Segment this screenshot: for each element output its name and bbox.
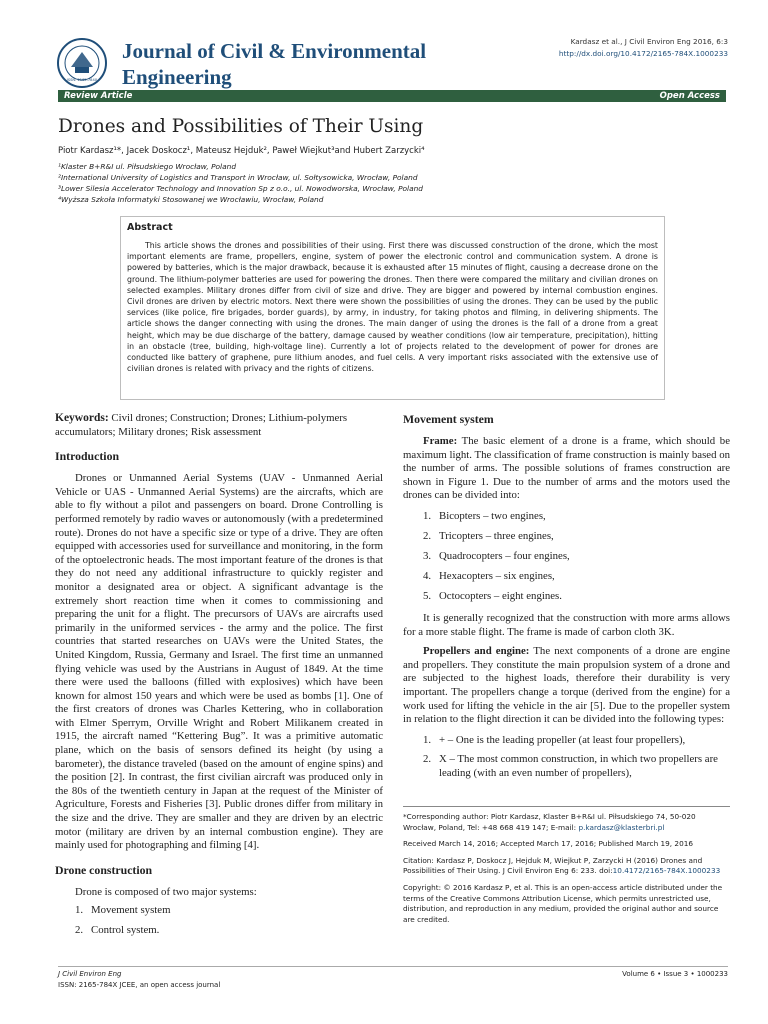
- footer-left: [58, 969, 220, 991]
- review-article-label: Review Article: [64, 91, 133, 101]
- propeller-types-list: [403, 734, 730, 781]
- keywords: [55, 412, 383, 439]
- frame-label: Frame:: [423, 435, 458, 447]
- affiliation-2: ²International University of Logistics and Transport in Wrocław, ul. Sołtysowicka, Wrocław, Poland: [58, 173, 418, 182]
- footnote-divider: [403, 806, 730, 807]
- list-item: 1. + – One is the leading propeller (at least four propellers),: [423, 733, 686, 746]
- propellers-paragraph: [403, 645, 730, 727]
- footnotes: [403, 812, 730, 931]
- keywords-label: Keywords:: [55, 412, 109, 424]
- propellers-label: Propellers and engine:: [423, 645, 530, 658]
- drone-construction-text: Drone is composed of two major systems:: [75, 885, 257, 898]
- list-item: 2. Control system.: [75, 924, 160, 936]
- drone-construction-heading: Drone construction: [55, 862, 153, 877]
- open-access-label: Open Access: [659, 91, 720, 101]
- footer-volume: Volume 6 • Issue 3 • 1000233: [622, 970, 728, 978]
- article-type-bar: [58, 90, 726, 102]
- right-column: [403, 412, 730, 780]
- frame-text: The basic element of a drone is a frame, which should be maximum light. The classification of frame construction is mainly based on the number of arms. The possible solutions of frames construction are shown in Figure 1. Due to the number of arms and the motors used the drones can be divided into:: [403, 435, 730, 502]
- drone-systems-list: [55, 904, 383, 937]
- corresponding-author: *Corresponding author: Piotr Kardasz, Klaster B+R&I ul. Piłsudskiego 74, 50-020 Wrocław, Poland, Tel: +48 668 419 147; E-mail: p.kardasz@klasterbri.pl: [403, 812, 696, 832]
- journal-logo: [56, 37, 108, 89]
- affiliation-4: ⁴Wyższa Szkoła Informatyki Stosowanej we Wrocławiu, Wrocław, Poland: [58, 195, 324, 204]
- article-dates: Received March 14, 2016; Accepted March 17, 2016; Published March 19, 2016: [403, 839, 694, 849]
- left-column: [55, 412, 383, 938]
- movement-system-heading: Movement system: [403, 412, 494, 426]
- page-footer: [58, 966, 728, 994]
- affiliations: [58, 161, 423, 205]
- frame-types-list: [403, 510, 730, 604]
- footer-journal: J Civil Environ Eng: [58, 970, 122, 978]
- list-item: 4. Hexacopters – six engines,: [423, 570, 555, 583]
- frame-summary-text: It is generally recognized that the construction with more arms allows for a more stable flight. The frame is made of carbon cloth 3K.: [403, 611, 730, 638]
- citation-doi-link[interactable]: 10.4172/2165-784X.1000233: [612, 866, 721, 876]
- frame-paragraph: [403, 435, 730, 503]
- citation-footnote: Citation: Kardasz P, Doskocz J, Hejduk M, Wiejkut P, Zarzycki H (2016) Drones and Possibilities of Their Using. J Civil Environ Eng 6: 233. doi:10.4172/2165-784X.1000233: [403, 855, 721, 876]
- article-title: Drones and Possibilities of Their Using: [58, 116, 424, 137]
- doi-link[interactable]: http://dx.doi.org/10.4172/2165-784X.1000233: [558, 49, 728, 58]
- list-item: 2. X – The most common construction, in which two propellers are leading (with an even number of propellers),: [423, 753, 718, 779]
- list-item: 1. Bicopters – two engines,: [423, 509, 546, 522]
- email-link[interactable]: p.kardasz@klasterbri.pl: [578, 822, 665, 832]
- list-item: 3. Quadrocopters – four engines,: [423, 550, 570, 563]
- keywords-text: Civil drones; Construction; Drones; Lithium-polymers accumulators; Military drones; Risk assessment: [55, 412, 348, 438]
- list-item: 1. Movement system: [75, 904, 171, 917]
- propellers-text: The next components of a drone are engine and propellers. They constitute the main propulsion system of a drone and are subjected to the highest loads, therefore their durability is very important. The propellers change a torque (derived from the engine) for a work used for lifting the vehicle in the air [5]. Due to the propeller system in relation to the flight direction it can be divided into the following types:: [403, 645, 730, 726]
- affiliation-3: ³Lower Silesia Accelerator Technology and Innovation Sp z o.o., ul. Nowodworska, Wrocław, Poland: [58, 184, 424, 193]
- introduction-text: Drones or Unmanned Aerial Systems (UAV - Unmanned Aerial Vehicle or UAS - Unmanned Aerial Systems) are the aircrafts, which are able to fly without a pilot and passengers on board. Drone Controlling is performed remotely by radio waves or autonomously (with a predetermined route). Drones do not have a specific size or type of a drive. They are often equipped with accessories used for surveillance and monitoring, in the form of the optoelectronic heads. The most important feature of the drones is that they do not need any additional infrastructure to quickly register and monitor a designated area or object. A significant advantage is the extremely short reaction time when it comes to commissioning and preparing the unit for a flight. The precursors of UAVs are aircrafts used primarily in the uniformed services - the army and the police. The first countries that started researches on UAVs were the United States, the United Kingdom, Russia, Germany and Israel. The first time an unmanned flying vehicle was used by the Austrians in August of 1849. At the time there were used the balloons (filled with explosives) which have been known for almost 150 years and which were be used as bombs [1]. One of the first creators of drones was Charles Kettering, who in collaboration with Elmer Sperrym, Orville Wright and Robert Milikanem created in 1915, the aircraft named “Kettering Bug”. It was a primitive automatic plane, which on the basis of sensors defined its height (by using a barometer), the distance traveled (based on the amount of engine spins) and the position [2]. In contrast, the first civilian aircraft was produced only in the 80s of the twentieth century in Japan at the request of the Minister of Agriculture, Forests and Fisheries [3]. Public drones differ from military in the size and the drive. They are smaller and they are driven by an electric motor (military are driven by an internal combustion engine). They are mainly used for photographing and filming [4].: [55, 472, 383, 852]
- list-item: 2. Tricopters – three engines,: [423, 530, 554, 543]
- abstract-text: This article shows the drones and possibilities of their using. First there was discussed construction of the drone, which the most important elements are frame, propellers, engine, system of power the electronic control and communication system. A drone is powered by batteries, which is the major drawback, because it is exhausted after 15 minutes of flight, causing a decrease drone on the ground. The lithium-polymer batteries are used for powering the drones. Then there were compared the military and civilian drones on selected examples. Military drones differ from civil of size and drive. They are bigger and powered by internal combustion engines. Civil drones are driven by electric motors. Next there were shown the possibilities of using the drones. They can be used by the public services (like police, fire brigades, border guards), by army, in industry, for taking photos and filming, in delivering shipments. The article shows the danger connecting with using the drones. The main danger of using the drones is the fall of a drone from a great height, which may be due discharge of the battery, damage caused by weather conditions (low air temperature, precipitation), hitting in an obstacle (tree, building, high-voltage line). Currently a lot of projects related to the development of power for drones are conducted like battery of graphene, pure lithium anodes, and fuel cells. A very important risks associated with the extensive use of civilian drones is related with privacy and the rights of citizens.: [127, 241, 658, 374]
- journal-title: Journal of Civil & Environmental Engineering: [122, 39, 427, 89]
- footer-issn: ISSN: 2165-784X JCEE, an open access journal: [58, 981, 221, 989]
- logo-issn: ISSN: 2165-784X: [66, 78, 98, 82]
- abstract-box: [120, 216, 665, 400]
- introduction-heading: Introduction: [55, 449, 120, 464]
- copyright-notice: Copyright: © 2016 Kardasz P, et al. This is an open-access article distributed under the terms of the Creative Commons Attribution License, which permits unrestricted use, distribution, and reproduction in any medium, provided the original author and source are credited.: [403, 882, 723, 924]
- abstract-heading: Abstract: [127, 222, 173, 233]
- list-item: 5. Octocopters – eight engines.: [423, 590, 562, 603]
- citation-box: [559, 36, 728, 60]
- author-list: Piotr Kardasz¹*, Jacek Doskocz¹, Mateusz Hejduk², Paweł Wiejkut³and Hubert Zarzycki⁴: [58, 146, 425, 156]
- affiliation-1: ¹Klaster B+R&I ul. Piłsudskiego Wrocław, Poland: [58, 162, 237, 171]
- citation-text: Kardasz et al., J Civil Environ Eng 2016, 6:3: [570, 37, 728, 46]
